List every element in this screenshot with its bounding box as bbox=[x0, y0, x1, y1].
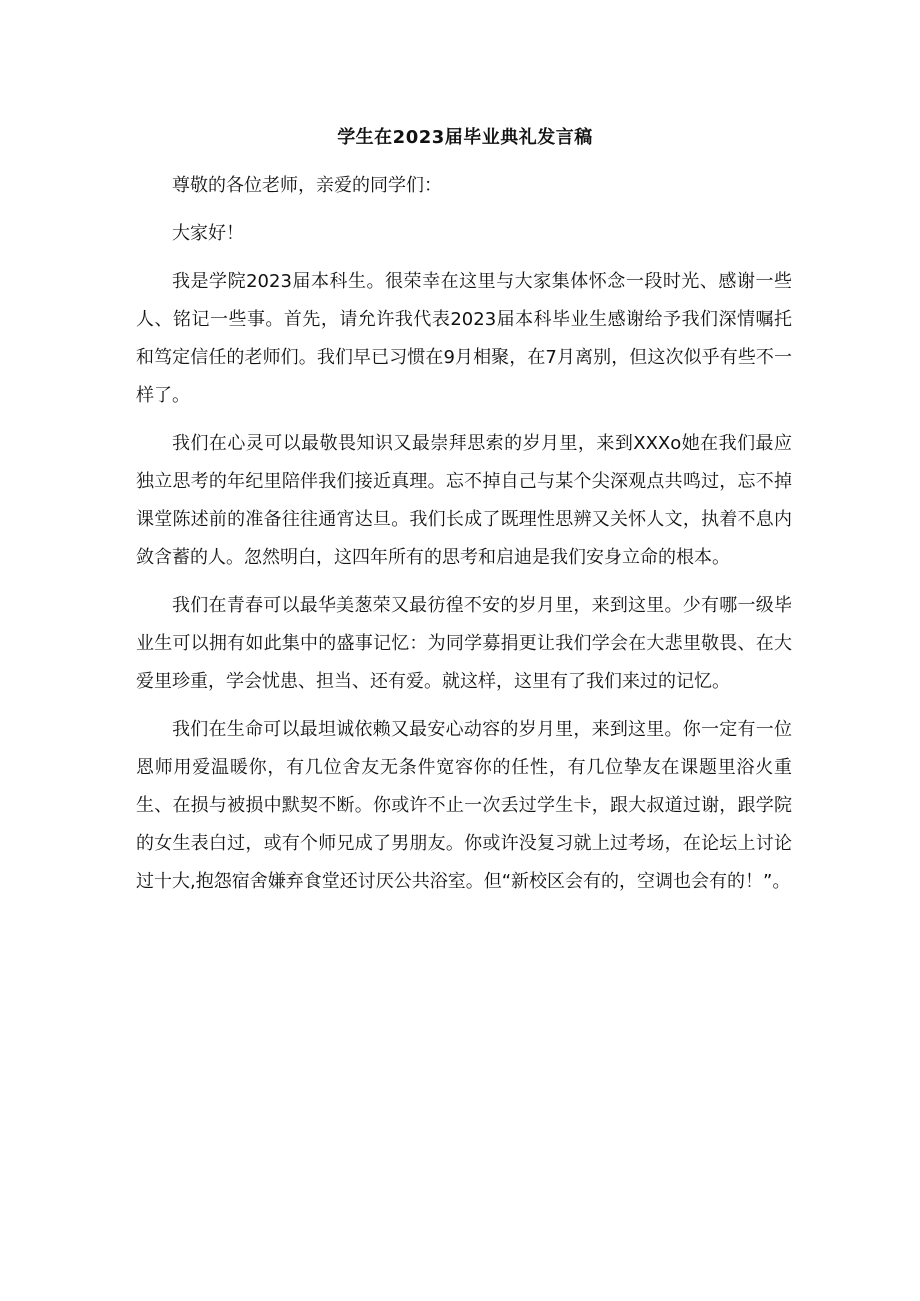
paragraph-greeting: 大家好！ bbox=[172, 223, 244, 244]
paragraph-salutation: 尊敬的各位老师，亲爱的同学们： bbox=[172, 175, 442, 196]
paragraph: 我们在青春可以最华美葱荣又最彷徨不安的岁月里，来到这里。少有哪一级毕业生可以拥有如此集中的盛事记忆：为同学募捐更让我们学会在大悲里敬畏、在大爱里珍重，学会忧患、担当、还有爱。就这样，这里有了我们来过的记忆。 bbox=[136, 595, 792, 692]
document-body bbox=[136, 167, 792, 911]
paragraph: 我是学院2023届本科生。很荣幸在这里与大家集体怀念一段时光、感谢一些人、铭记一些事。首先，请允许我代表2023届本科毕业生感谢给予我们深情嘱托和笃定信任的老师们。我们早已习惯在9月相聚，在7月离别，但这次似乎有些不一样了。 bbox=[136, 271, 792, 406]
paragraph: 我们在心灵可以最敬畏知识又最崇拜思索的岁月里，来到XXXo她在我们最应独立思考的年纪里陪伴我们接近真理。忘不掉自己与某个尖深观点共鸣过，忘不掉课堂陈述前的准备往往通宵达旦。我们长成了既理性思辨又关怀人文，执着不息内敛含蓄的人。忽然明白，这四年所有的思考和启迪是我们安身立命的根本。 bbox=[136, 433, 792, 568]
paragraph: 我们在生命可以最坦诚依赖又最安心动容的岁月里，来到这里。你一定有一位恩师用爱温暖你，有几位舍友无条件宽容你的任性，有几位挚友在课题里浴火重生、在损与被损中默契不断。你或许不止一次丢过学生卡，跟大叔道过谢，跟学院的女生表白过，或有个师兄成了男朋友。你或许没复习就上过考场，在论坛上讨论过十大,抱怨宿舍嫌弃食堂还讨厌公共浴室。但“新校区会有的，空调也会有的！”。 bbox=[136, 719, 792, 892]
document-title: 学生在2023届毕业典礼发言稿 bbox=[337, 127, 593, 148]
